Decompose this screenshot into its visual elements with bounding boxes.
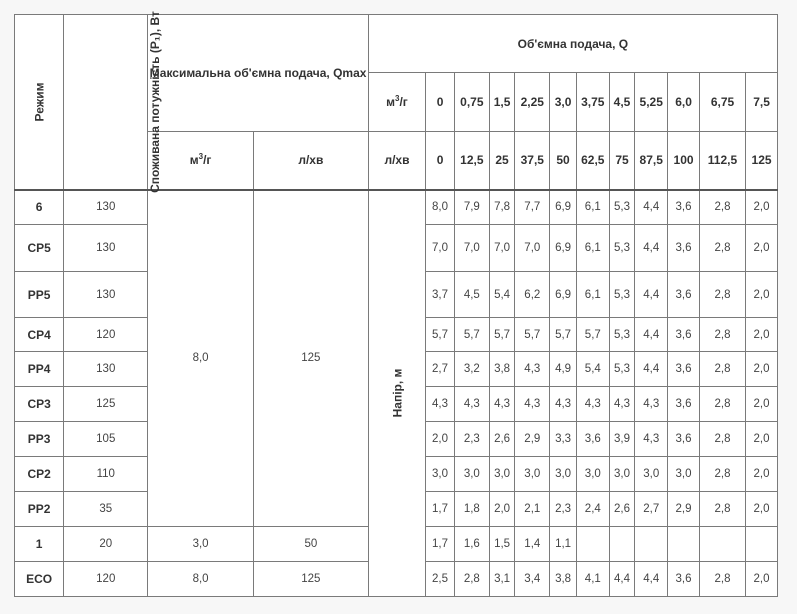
flow-m3h-value: 6,0: [668, 73, 700, 132]
head-value-cell: 1,7: [426, 492, 455, 527]
qmax-m3h-cell: 3,0: [148, 527, 254, 562]
head-value-cell: 1,7: [426, 527, 455, 562]
power-cell: 35: [64, 492, 148, 527]
head-value-cell: 2,0: [489, 492, 515, 527]
qmax-m3h-cell: 8,0: [148, 190, 254, 527]
head-value-cell: 2,3: [454, 422, 489, 457]
flow-m3h-value: 4,5: [609, 73, 635, 132]
flow-lmin-value: 112,5: [699, 132, 745, 190]
mode-cell: ECO: [15, 562, 64, 597]
head-value-cell: 5,7: [454, 318, 489, 352]
head-value-cell: 2,0: [746, 387, 778, 422]
head-value-cell: 4,3: [635, 387, 668, 422]
head-value-cell: 4,4: [635, 352, 668, 387]
head-value-cell: 2,9: [668, 492, 700, 527]
qmax-lmin-cell: 125: [253, 562, 368, 597]
head-value-cell: 3,6: [668, 562, 700, 597]
head-value-cell: 2,3: [550, 492, 577, 527]
head-value-cell: [576, 527, 609, 562]
head-value-cell: 3,2: [454, 352, 489, 387]
head-value-cell: 4,3: [635, 422, 668, 457]
head-value-cell: 3,1: [489, 562, 515, 597]
head-value-cell: 3,6: [668, 422, 700, 457]
head-value-cell: 1,4: [515, 527, 550, 562]
power-header-cell: [64, 10, 163, 193]
flow-lmin-value: 50: [550, 132, 577, 190]
flow-m3h-value: 1,5: [489, 73, 515, 132]
head-value-cell: 1,1: [550, 527, 577, 562]
head-value-cell: 6,1: [576, 272, 609, 318]
head-value-cell: 5,7: [576, 318, 609, 352]
head-value-cell: 4,9: [550, 352, 577, 387]
qmax-unit-m3h: $м^3/г$: [148, 132, 254, 190]
head-value-cell: 2,8: [699, 492, 745, 527]
flow-m3h-value: 0,75: [454, 73, 489, 132]
head-value-cell: 2,8: [699, 225, 745, 272]
head-value-cell: 3,0: [576, 457, 609, 492]
power-cell: 110: [64, 457, 148, 492]
head-value-cell: 6,1: [576, 190, 609, 225]
flow-lmin-value: 12,5: [454, 132, 489, 190]
head-value-cell: 4,4: [635, 190, 668, 225]
power-cell: 120: [64, 318, 148, 352]
head-value-cell: 4,3: [515, 387, 550, 422]
head-value-cell: 4,4: [609, 562, 635, 597]
flow-lmin-value: 87,5: [635, 132, 668, 190]
head-value-cell: 4,3: [454, 387, 489, 422]
head-value-cell: 2,6: [609, 492, 635, 527]
mode-cell: PP4: [15, 352, 64, 387]
mode-cell: CP4: [15, 318, 64, 352]
head-value-cell: 7,9: [454, 190, 489, 225]
power-cell: 130: [64, 190, 148, 225]
mode-cell: CP5: [15, 225, 64, 272]
head-value-cell: 2,0: [746, 422, 778, 457]
head-value-cell: 2,8: [699, 422, 745, 457]
power-cell: 130: [64, 272, 148, 318]
power-cell: 120: [64, 562, 148, 597]
power-cell: 125: [64, 387, 148, 422]
head-label-cell: [368, 190, 425, 597]
head-value-cell: 7,7: [515, 190, 550, 225]
head-value-cell: 6,2: [515, 272, 550, 318]
head-value-cell: 3,0: [426, 457, 455, 492]
head-value-cell: 1,5: [489, 527, 515, 562]
pump-performance-table: [14, 10, 778, 597]
head-value-cell: 2,0: [746, 272, 778, 318]
head-value-cell: 3,0: [609, 457, 635, 492]
flow-m3h-value: 3,0: [550, 73, 577, 132]
head-value-cell: 7,0: [515, 225, 550, 272]
head-value-cell: 5,3: [609, 318, 635, 352]
qmax-lmin-cell: 50: [253, 527, 368, 562]
head-value-cell: 3,9: [609, 422, 635, 457]
head-value-cell: 4,3: [609, 387, 635, 422]
head-value-cell: 6,9: [550, 190, 577, 225]
head-value-cell: 4,3: [576, 387, 609, 422]
qmax-header: Максимальна об'ємна подача, Qmax: [148, 15, 368, 132]
head-value-cell: 2,8: [699, 190, 745, 225]
head-value-cell: 3,0: [515, 457, 550, 492]
head-value-cell: 3,8: [550, 562, 577, 597]
head-value-cell: 2,9: [515, 422, 550, 457]
head-value-cell: 3,4: [515, 562, 550, 597]
head-value-cell: 5,7: [515, 318, 550, 352]
head-value-cell: 4,4: [635, 318, 668, 352]
head-value-cell: 5,3: [609, 225, 635, 272]
head-value-cell: 1,8: [454, 492, 489, 527]
head-value-cell: 7,8: [489, 190, 515, 225]
head-value-cell: [609, 527, 635, 562]
head-value-cell: 3,0: [550, 457, 577, 492]
head-value-cell: 4,1: [576, 562, 609, 597]
flow-lmin-value: 0: [426, 132, 455, 190]
head-value-cell: 3,3: [550, 422, 577, 457]
flow-unit-m3h: $м^3/г$: [368, 73, 425, 132]
mode-cell: PP3: [15, 422, 64, 457]
power-cell: 130: [64, 352, 148, 387]
flow-lmin-value: 37,5: [515, 132, 550, 190]
head-value-cell: 4,4: [635, 225, 668, 272]
head-value-cell: 2,0: [746, 318, 778, 352]
head-value-cell: 2,1: [515, 492, 550, 527]
mode-header: Режим: [32, 82, 47, 122]
qmax-m3h-cell: 8,0: [148, 562, 254, 597]
mode-header-cell: [15, 15, 64, 190]
mode-cell: 1: [15, 527, 64, 562]
head-value-cell: 3,6: [668, 190, 700, 225]
head-value-cell: 6,9: [550, 272, 577, 318]
head-value-cell: 4,3: [550, 387, 577, 422]
head-value-cell: 3,6: [668, 272, 700, 318]
head-value-cell: 2,6: [489, 422, 515, 457]
head-value-cell: 2,0: [746, 190, 778, 225]
flow-m3h-value: 3,75: [576, 73, 609, 132]
mode-cell: CP2: [15, 457, 64, 492]
qmax-unit-lmin: л/хв: [253, 132, 368, 190]
head-value-cell: 4,4: [635, 272, 668, 318]
head-value-cell: 4,3: [489, 387, 515, 422]
flow-m3h-value: 2,25: [515, 73, 550, 132]
head-value-cell: 7,0: [489, 225, 515, 272]
head-value-cell: [668, 527, 700, 562]
head-value-cell: 3,6: [668, 352, 700, 387]
head-value-cell: 2,8: [699, 387, 745, 422]
head-value-cell: [699, 527, 745, 562]
head-value-cell: 3,6: [576, 422, 609, 457]
head-value-cell: 2,5: [426, 562, 455, 597]
flow-m3h-value: 5,25: [635, 73, 668, 132]
power-cell: 105: [64, 422, 148, 457]
flow-m3h-value: 0: [426, 73, 455, 132]
head-label: Напір, м: [389, 368, 404, 418]
flow-lmin-value: 25: [489, 132, 515, 190]
head-value-cell: 4,3: [515, 352, 550, 387]
head-value-cell: 3,6: [668, 225, 700, 272]
flow-m3h-value: 7,5: [746, 73, 778, 132]
head-value-cell: 4,3: [426, 387, 455, 422]
head-value-cell: 2,8: [699, 272, 745, 318]
flow-header: Об'ємна подача, Q: [368, 15, 777, 73]
head-value-cell: 2,0: [746, 492, 778, 527]
flow-m3h-value: 6,75: [699, 73, 745, 132]
head-value-cell: 5,7: [489, 318, 515, 352]
head-value-cell: [635, 527, 668, 562]
head-value-cell: 3,0: [489, 457, 515, 492]
head-value-cell: 2,0: [746, 225, 778, 272]
head-value-cell: 2,0: [746, 562, 778, 597]
head-value-cell: 2,8: [699, 352, 745, 387]
head-value-cell: 2,7: [426, 352, 455, 387]
head-value-cell: 5,4: [489, 272, 515, 318]
head-value-cell: 3,0: [454, 457, 489, 492]
head-value-cell: 3,8: [489, 352, 515, 387]
mode-cell: CP3: [15, 387, 64, 422]
head-value-cell: 2,8: [699, 562, 745, 597]
head-value-cell: 5,4: [576, 352, 609, 387]
head-value-cell: 1,6: [454, 527, 489, 562]
mode-cell: PP2: [15, 492, 64, 527]
head-value-cell: 5,3: [609, 352, 635, 387]
head-value-cell: 2,0: [746, 352, 778, 387]
head-value-cell: 5,7: [550, 318, 577, 352]
flow-lmin-value: 62,5: [576, 132, 609, 190]
head-value-cell: 2,4: [576, 492, 609, 527]
head-value-cell: 5,3: [609, 190, 635, 225]
head-value-cell: [746, 527, 778, 562]
head-value-cell: 2,8: [699, 318, 745, 352]
head-value-cell: 6,1: [576, 225, 609, 272]
flow-lmin-value: 100: [668, 132, 700, 190]
head-value-cell: 2,8: [699, 457, 745, 492]
flow-unit-lmin: л/хв: [368, 132, 425, 190]
head-value-cell: 6,9: [550, 225, 577, 272]
power-cell: 130: [64, 225, 148, 272]
head-value-cell: 8,0: [426, 190, 455, 225]
power-cell: 20: [64, 527, 148, 562]
power-header: Споживана потужність (P₁), Вт: [148, 10, 163, 193]
head-value-cell: 7,0: [454, 225, 489, 272]
head-value-cell: 2,0: [426, 422, 455, 457]
head-value-cell: 5,3: [609, 272, 635, 318]
table-row: [15, 190, 778, 225]
head-value-cell: 2,0: [746, 457, 778, 492]
head-value-cell: 4,4: [635, 562, 668, 597]
head-value-cell: 3,0: [635, 457, 668, 492]
mode-cell: 6: [15, 190, 64, 225]
head-value-cell: 3,6: [668, 387, 700, 422]
head-value-cell: 3,0: [668, 457, 700, 492]
head-value-cell: 3,6: [668, 318, 700, 352]
table-body: [15, 190, 778, 597]
head-value-cell: 7,0: [426, 225, 455, 272]
head-value-cell: 2,8: [454, 562, 489, 597]
head-value-cell: 5,7: [426, 318, 455, 352]
head-value-cell: 2,7: [635, 492, 668, 527]
flow-lmin-value: 125: [746, 132, 778, 190]
head-value-cell: 4,5: [454, 272, 489, 318]
qmax-lmin-cell: 125: [253, 190, 368, 527]
flow-lmin-value: 75: [609, 132, 635, 190]
mode-cell: PP5: [15, 272, 64, 318]
head-value-cell: 3,7: [426, 272, 455, 318]
